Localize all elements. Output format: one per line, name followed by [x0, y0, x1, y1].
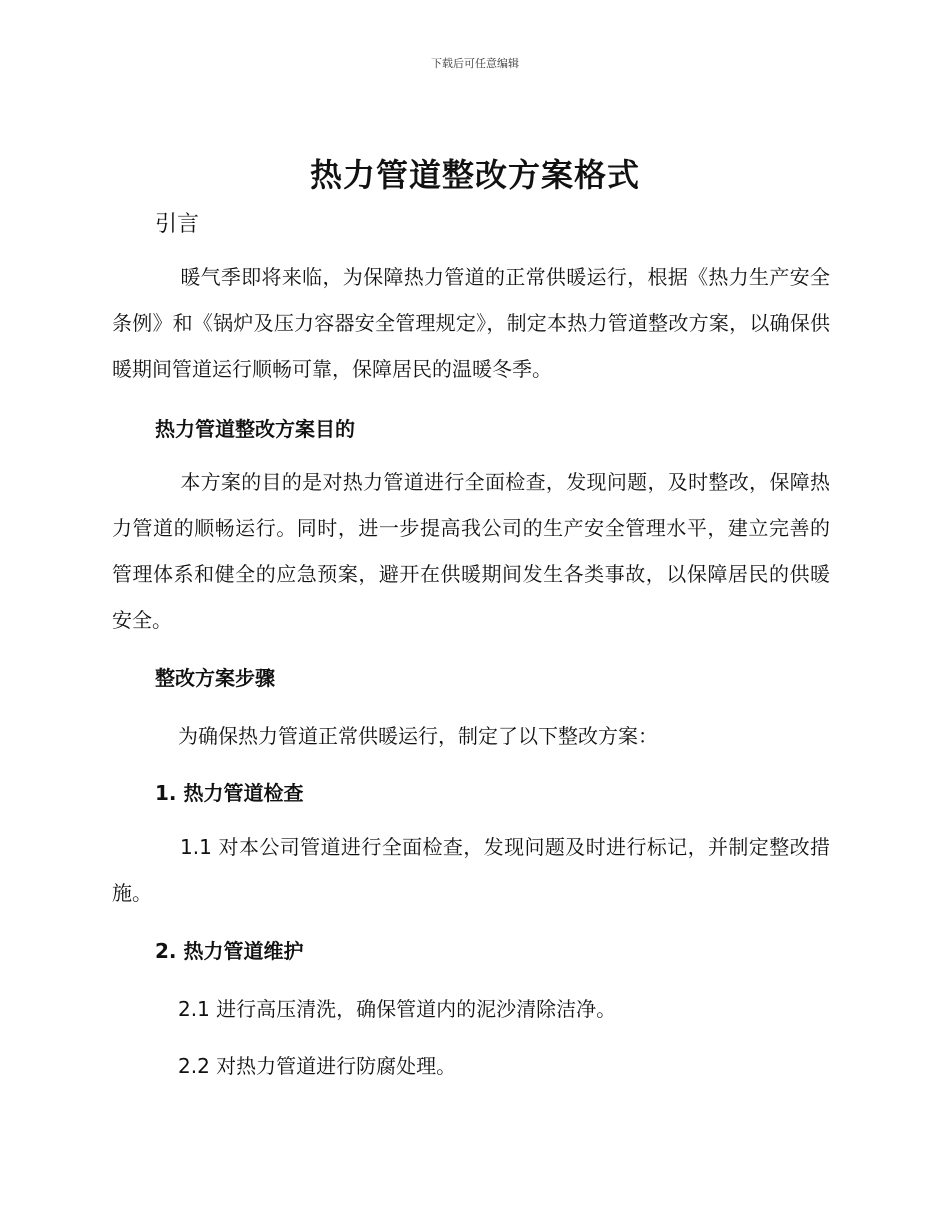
steps-heading: 整改方案步骤 — [155, 666, 275, 690]
step2-1-text: 2.1 进行高压清洗，确保管道内的泥沙清除洁净。 — [178, 997, 617, 1021]
document-title: 热力管道整改方案格式 — [309, 156, 640, 194]
purpose-text: 本方案的目的是对热力管道进行全面检查，发现问题，及时整改，保障热力管道的顺畅运行。同时，进一步提高我公司的生产安全管理水平，建立完善的管理体系和健全的应急预案，避开在供暖期间发生各类事故，以保障居民的供暖安全。 — [112, 470, 830, 632]
step2-heading: 2. 热力管道维护 — [155, 939, 304, 963]
step1-heading: 1. 热力管道检查 — [155, 781, 304, 805]
purpose-heading: 热力管道整改方案目的 — [155, 417, 355, 441]
intro-heading: 引言 — [155, 212, 200, 237]
step2-2-text: 2.2 对热力管道进行防腐处理。 — [178, 1054, 457, 1078]
header-note: 下载后可任意编辑 — [431, 57, 519, 70]
steps-intro: 为确保热力管道正常供暖运行，制定了以下整改方案： — [178, 724, 658, 748]
step1-1-paragraph — [112, 824, 830, 916]
step1-1-text: 1.1 对本公司管道进行全面检查，发现问题及时进行标记，并制定整改措施。 — [112, 835, 830, 905]
purpose-paragraph — [112, 459, 830, 643]
intro-text: 暖气季即将来临，为保障热力管道的正常供暖运行，根据《热力生产安全条例》和《锅炉及压力容器安全管理规定》，制定本热力管道整改方案，以确保供暖期间管道运行顺畅可靠，保障居民的温暖冬季。 — [112, 265, 830, 381]
intro-paragraph — [112, 254, 830, 392]
